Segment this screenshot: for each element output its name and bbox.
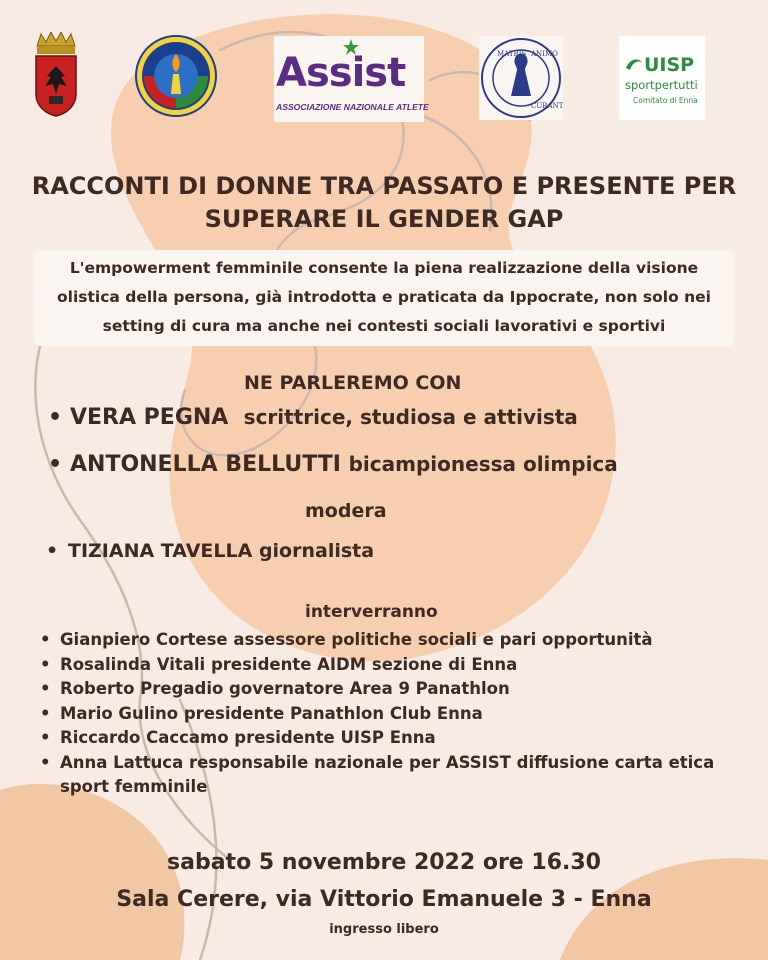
event-title	[20, 170, 748, 236]
speaker-item	[48, 452, 618, 477]
event-title-line-1: RACCONTI DI DONNE TRA PASSATO E PRESENTE PER	[31, 172, 737, 200]
enna-coat-of-arms-icon	[33, 32, 79, 118]
intro-line-1: L'empowerment femminile consente la piena realizzazione della visione	[69, 259, 699, 277]
moderator-heading: modera	[305, 500, 387, 522]
guest-item: • Riccardo Caccamo presidente UISP Enna	[40, 726, 760, 751]
moderator-item	[46, 540, 374, 562]
svg-text:CURANT: CURANT	[531, 102, 563, 110]
matris-seal-icon	[479, 36, 563, 120]
guest-item: • Roberto Pregadio governatore Area 9 Panathlon	[40, 677, 760, 702]
uisp-logo	[619, 36, 705, 120]
panathlon-logo-icon	[134, 34, 218, 118]
guest-item: • Mario Gulino presidente Panathlon Club Enna	[40, 702, 760, 727]
assist-subtitle: ASSOCIAZIONE NAZIONALE ATLETE	[276, 102, 429, 112]
svg-text:ANIMO: ANIMO	[531, 50, 558, 58]
intro-line-2: olistica della persona, già introdotta e praticata da Ippocrate, non solo nei	[57, 288, 711, 306]
speaker-role: bicampionessa olimpica	[348, 452, 618, 476]
speaker-name: ANTONELLA BELLUTTI	[70, 452, 341, 477]
bullet-icon: •	[48, 405, 63, 430]
assist-logo	[274, 36, 429, 122]
guest-item: • Rosalinda Vitali presidente AIDM sezione di Enna	[40, 653, 760, 678]
guests-list	[40, 628, 760, 800]
logos-row	[0, 30, 768, 125]
moderator-name: TIZIANA TAVELLA	[68, 540, 253, 562]
uisp-sportpertutti: sportpertutti	[625, 78, 698, 92]
event-entry: ingresso libero	[329, 922, 439, 937]
svg-text:MATRIS: MATRIS	[497, 50, 527, 58]
guests-heading: interverranno	[305, 602, 438, 622]
assist-name: Assist	[276, 50, 406, 96]
bullet-icon: •	[48, 452, 63, 477]
event-venue: Sala Cerere, via Vittorio Emanuele 3 - Enna	[116, 887, 652, 912]
uisp-name: UISP	[644, 54, 695, 76]
speakers-heading: NE PARLEREMO CON	[244, 372, 462, 394]
moderator-role: giornalista	[258, 540, 375, 562]
uisp-swoosh-icon	[624, 56, 644, 74]
guest-item: • Anna Lattuca responsabile nazionale per ASSIST diffusione carta etica sport femminile	[40, 751, 760, 800]
uisp-comitato: Comitato di Enna	[633, 96, 698, 105]
speaker-role: scrittrice, studiosa e attivista	[243, 405, 578, 429]
event-title-line-2: SUPERARE IL GENDER GAP	[204, 205, 564, 233]
guest-item: • Gianpiero Cortese assessore politiche sociali e pari opportunità	[40, 628, 760, 653]
bullet-icon: •	[46, 540, 59, 562]
speaker-item	[48, 405, 578, 430]
intro-line-3: setting di cura ma anche nei contesti sociali lavorativi e sportivi	[102, 317, 666, 335]
intro-box	[34, 250, 734, 346]
speaker-name: VERA PEGNA	[70, 405, 229, 430]
event-date: sabato 5 novembre 2022 ore 16.30	[167, 850, 601, 875]
